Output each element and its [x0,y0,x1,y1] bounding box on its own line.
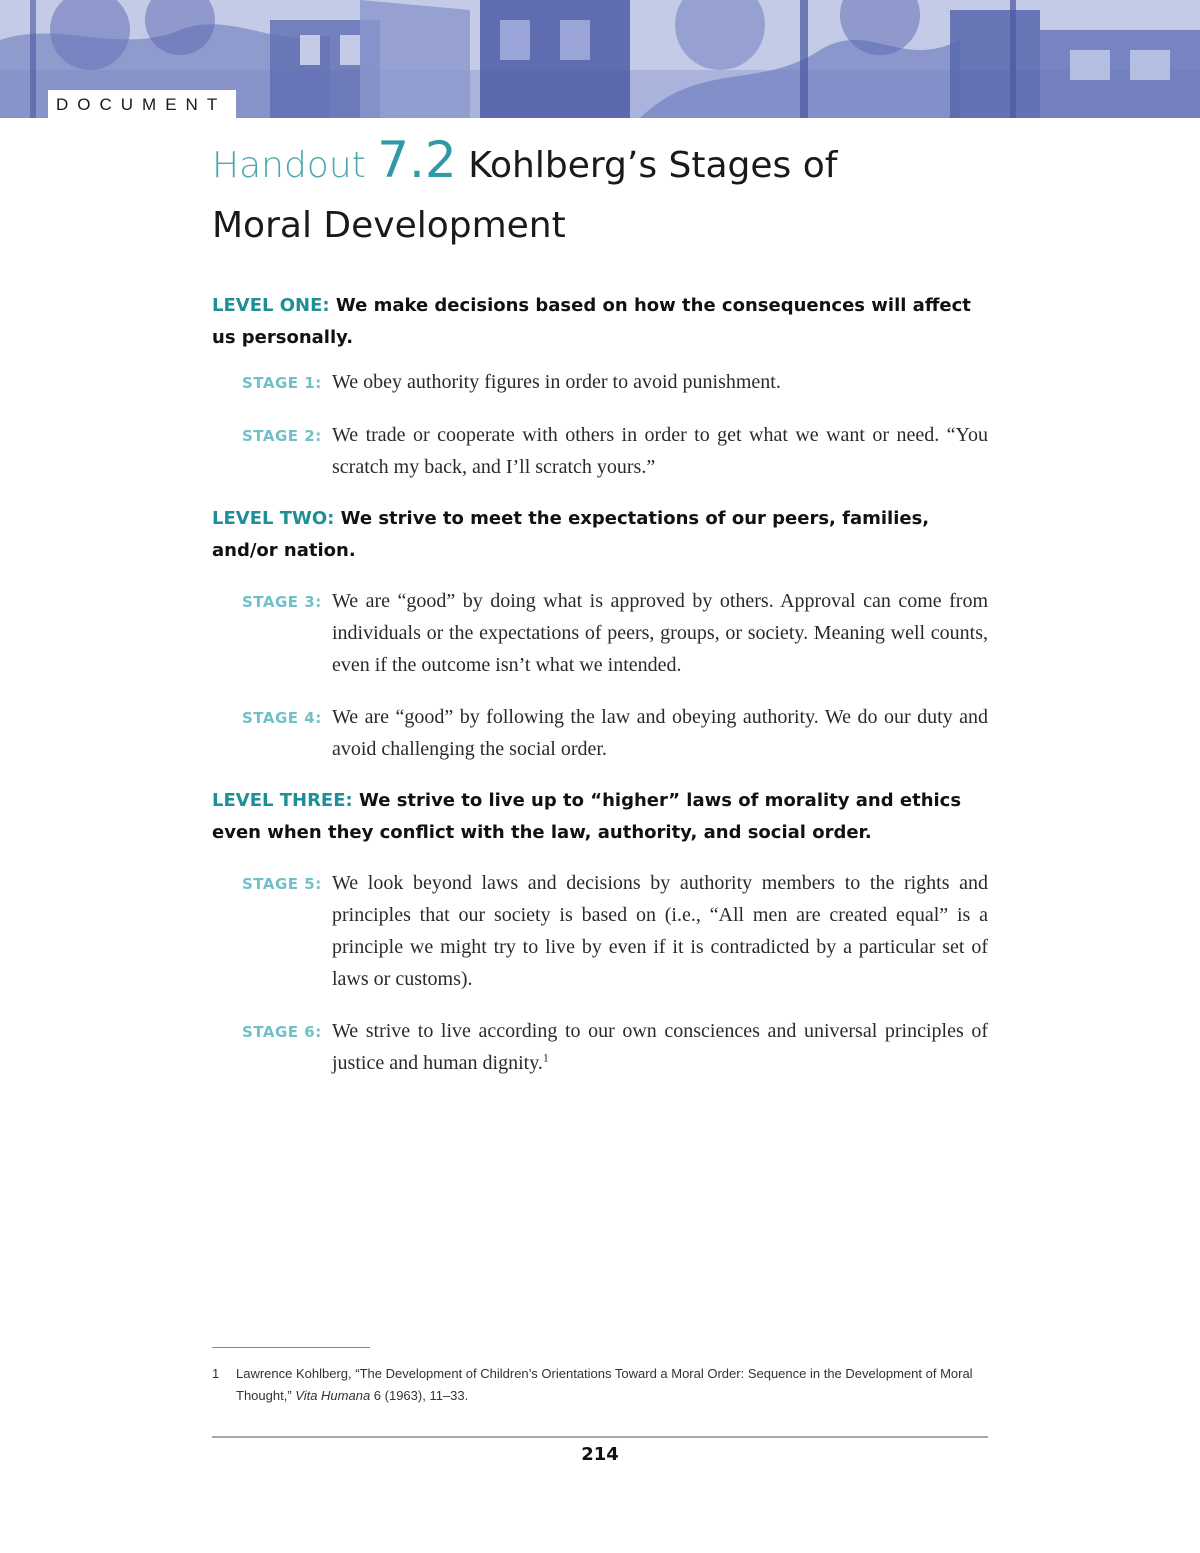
stage-5 [242,867,988,995]
stage-text: We are “good” by doing what is approved by others. Approval can come from individuals or the expectations of peers, groups, or society. Meaning well counts, even if the outcome isn’t what we intended. [332,590,988,676]
stage-label: STAGE 4: [242,709,322,727]
stage-3 [242,585,988,681]
stage-2 [242,419,988,483]
stage-label: STAGE 5: [242,875,322,893]
stage-text-body: We strive to live according to our own consciences and universal principles of justice and human dignity. [332,1020,988,1074]
footnote-number: 1 [212,1366,220,1381]
title-handout-word: Handout [212,145,366,186]
footnote-text-before: Lawrence Kohlberg, “The Development of Children’s Orientations Toward a Moral Order: Sequence in the Development of Moral Thought,” [236,1366,973,1403]
stage-label: STAGE 6: [242,1023,322,1041]
stage-label: STAGE 2: [242,427,322,445]
stage-1 [242,366,988,399]
stages-content [212,290,988,1079]
footnote-reference[interactable]: 1 [542,1050,549,1065]
level-label: LEVEL ONE: [212,295,330,316]
stage-6 [242,1015,988,1079]
level-label: LEVEL THREE: [212,790,353,811]
page-bottom-rule [212,1436,988,1438]
page-title [212,130,1012,256]
stage-label: STAGE 3: [242,593,322,611]
level-label: LEVEL TWO: [212,508,335,529]
level-one-heading [212,290,988,354]
footnote-text [236,1363,988,1407]
level-description: We strive to live up to “higher” laws of morality and ethics even when they conflict with the law, authority, and social order. [212,790,962,843]
level-description: We strive to meet the expectations of our peers, families, and/or nation. [212,508,930,561]
title-handout-number: 7.2 [377,131,457,189]
stage-text [332,1015,988,1079]
footnote-journal-title: Vita Humana [295,1388,371,1403]
level-two-heading [212,503,988,567]
footnote [212,1363,988,1407]
title-line1-rest: Kohlberg’s Stages of [468,145,838,186]
title-line2: Moral Development [212,205,566,246]
stage-text: We look beyond laws and decisions by authority members to the rights and principles that our society is based on (i.e., “All men are created equal” is a principle we might try to live by even if it is contradicted by a particular set of laws or customs). [332,872,988,990]
level-description: We make decisions based on how the consequences will affect us personally. [212,295,971,348]
document-label: DOCUMENT [48,90,236,120]
stage-text: We obey authority figures in order to avoid punishment. [332,371,781,393]
footnote-text-after: 6 (1963), 11–33. [370,1388,469,1403]
stage-4 [242,701,988,765]
stage-label: STAGE 1: [242,374,322,392]
footnote-divider [212,1347,370,1348]
stage-text: We trade or cooperate with others in order to get what we want or need. “You scratch my back, and I’ll scratch yours.” [332,424,988,478]
page-number: 214 [581,1444,619,1465]
stage-text: We are “good” by following the law and obeying authority. We do our duty and avoid challenging the social order. [332,706,988,760]
level-three-heading [212,785,988,849]
